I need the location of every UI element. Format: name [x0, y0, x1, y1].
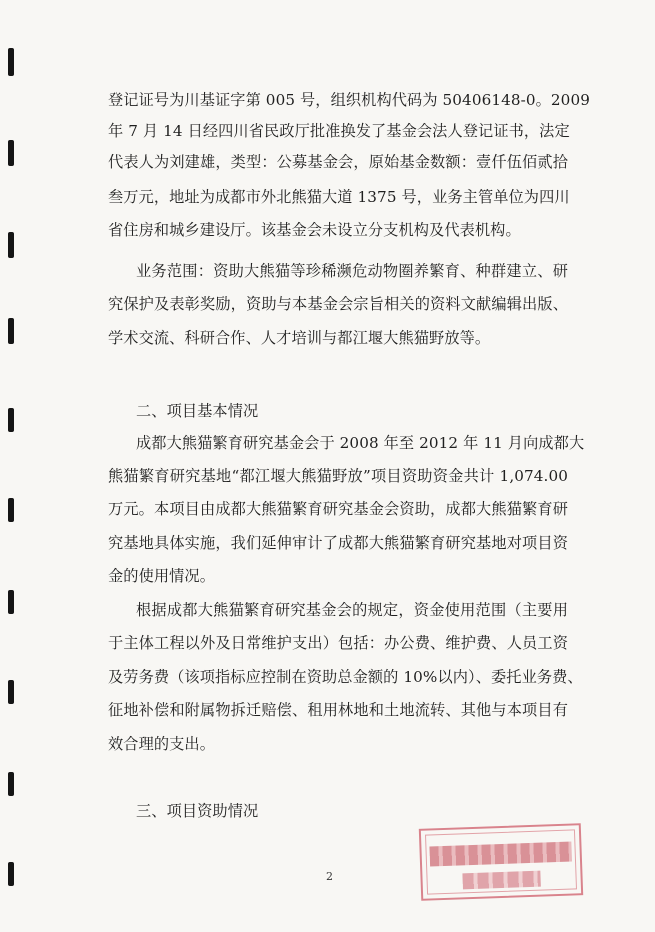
section-heading: 二、项目基本情况 [136, 402, 259, 420]
paragraph-line: 征地补偿和附属物拆迁赔偿、租用林地和土地流转、其他与本项目有 [108, 701, 568, 719]
binder-mark [8, 862, 14, 886]
binder-mark [8, 48, 14, 76]
section-heading: 三、项目资助情况 [136, 802, 259, 820]
paragraph-line: 究保护及表彰奖励，资助与本基金会宗旨相关的资料文献编辑出版、 [108, 295, 568, 313]
paragraph-line: 年 7 月 14 日经四川省民政厅批准换发了基金会法人登记证书，法定 [108, 122, 570, 140]
paragraph-line: 金的使用情况。 [108, 567, 216, 585]
paragraph-line: 根据成都大熊猫繁育研究基金会的规定，资金使用范围（主要用 [136, 601, 568, 619]
paragraph-line: 学术交流、科研合作、人才培训与都江堰大熊猫野放等。 [108, 329, 491, 347]
official-seal-stamp [419, 823, 583, 901]
binder-mark [8, 590, 14, 614]
paragraph-line: 登记证号为川基证字第 005 号，组织机构代码为 50406148-0。2009 [108, 91, 590, 109]
paragraph-line: 于主体工程以外及日常维护支出）包括：办公费、维护费、人员工资 [108, 634, 568, 652]
binder-mark [8, 772, 14, 796]
binder-mark [8, 680, 14, 704]
paragraph-line: 效合理的支出。 [108, 735, 216, 753]
binder-mark [8, 318, 14, 344]
page-number: 2 [326, 870, 333, 883]
paragraph-line: 业务范围：资助大熊猫等珍稀濒危动物圈养繁育、种群建立、研 [136, 262, 568, 280]
paragraph-line: 万元。本项目由成都大熊猫繁育研究基金会资助，成都大熊猫繁育研 [108, 500, 568, 518]
binder-mark [8, 408, 14, 432]
paragraph-line: 叁万元，地址为成都市外北熊猫大道 1375 号，业务主管单位为四川 [108, 188, 570, 206]
paragraph-line: 究基地具体实施，我们延伸审计了成都大熊猫繁育研究基地对项目资 [108, 534, 568, 552]
binder-mark [8, 498, 14, 522]
paragraph-line: 及劳务费（该项指标应控制在资助总金额的 10%以内）、委托业务费、 [108, 668, 583, 686]
paragraph-line: 熊猫繁育研究基地“都江堰大熊猫野放”项目资助资金共计 1,074.00 [108, 467, 568, 485]
paragraph-line: 省住房和城乡建设厅。该基金会未设立分支机构及代表机构。 [108, 221, 521, 239]
paragraph-line: 代表人为刘建雄，类型：公募基金会，原始基金数额：壹仟伍佰贰拾 [108, 153, 568, 171]
paragraph-line: 成都大熊猫繁育研究基金会于 2008 年至 2012 年 11 月向成都大 [136, 434, 585, 452]
binder-mark [8, 232, 14, 258]
binder-mark [8, 140, 14, 166]
